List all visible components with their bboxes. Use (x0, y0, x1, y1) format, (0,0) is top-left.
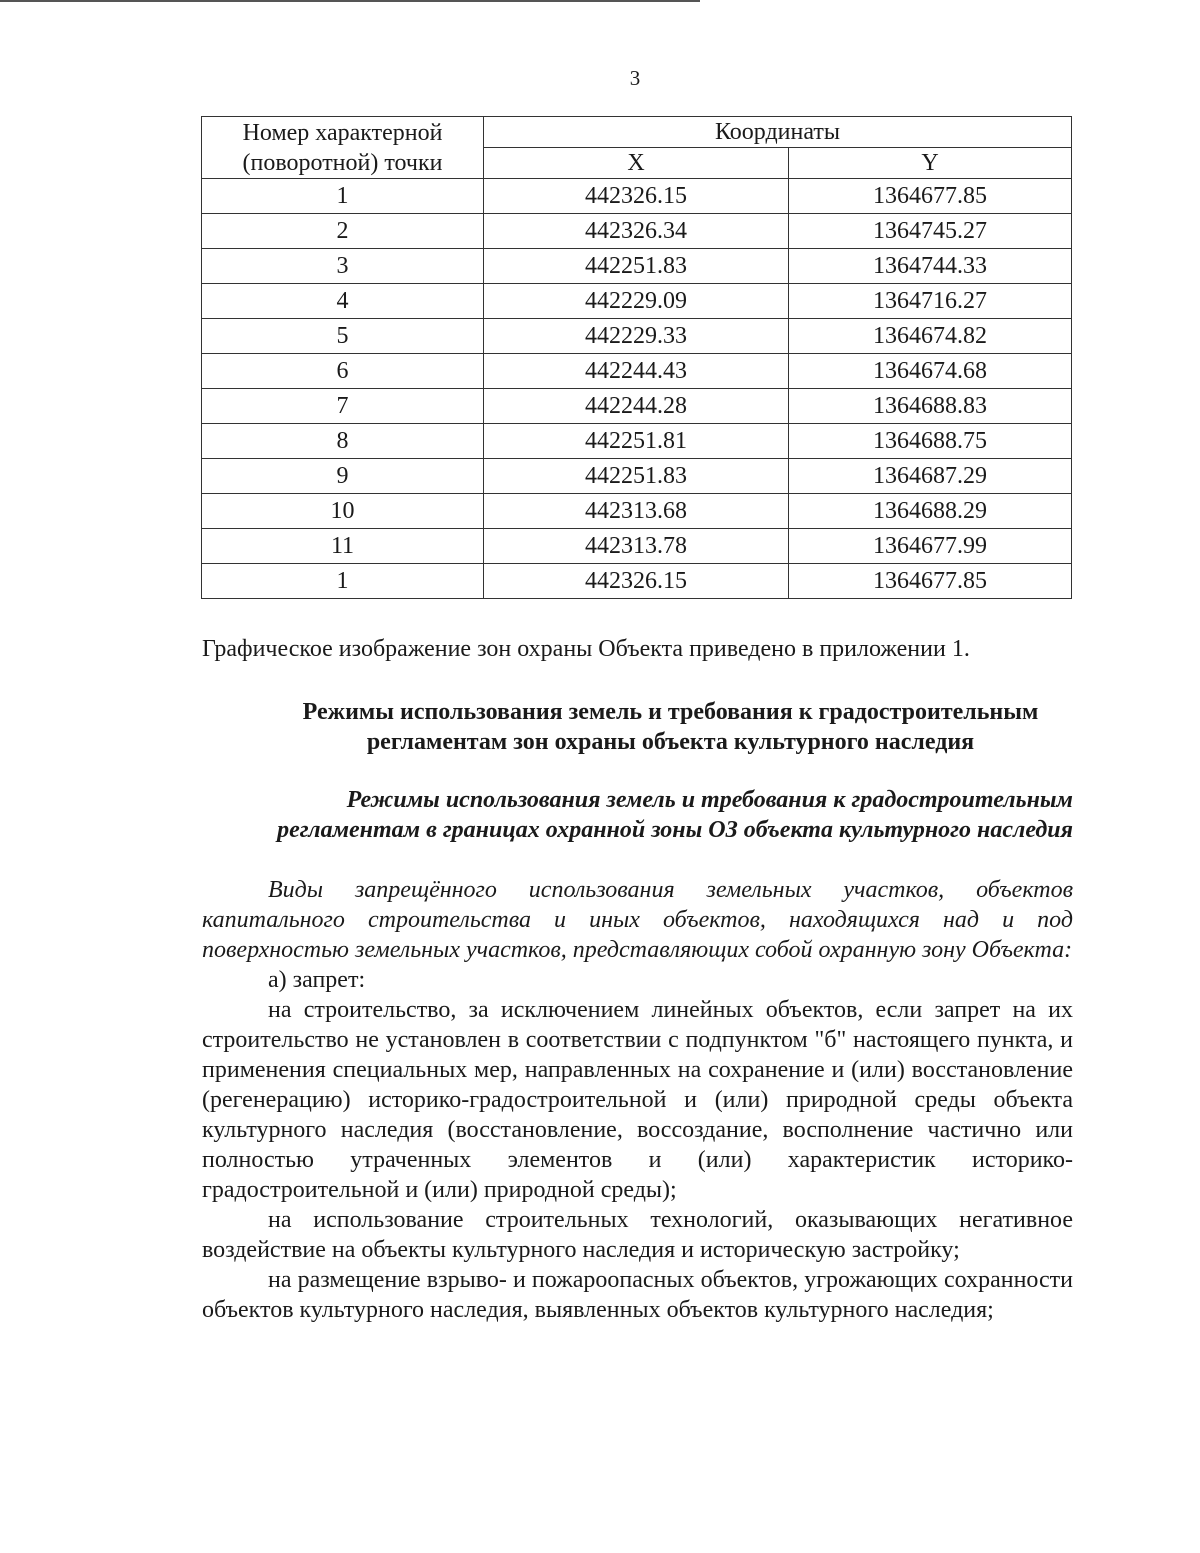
x-coordinate-cell: 442244.28 (484, 389, 789, 424)
table-row (202, 354, 1072, 389)
table-row (202, 459, 1072, 494)
ban-hazardous-objects-paragraph: на размещение взрыво- и пожароопасных объектов, угрожающих сохранности объектов культурного наследия, выявленных объектов культурного наследия; (202, 1267, 1073, 1323)
y-coordinate-cell: 1364677.99 (789, 529, 1072, 564)
table-row (202, 389, 1072, 424)
table-row (202, 494, 1072, 529)
point-number-cell: 11 (202, 529, 484, 564)
point-number-cell: 3 (202, 249, 484, 284)
section-heading: Режимы использования земель и требования к градостроительным регламентам зон охраны объекта культурного наследия (302, 699, 1039, 755)
x-coordinate-cell: 442251.83 (484, 249, 789, 284)
table-row (202, 179, 1072, 214)
y-coordinate-cell: 1364688.75 (789, 424, 1072, 459)
ban-construction-paragraph: на строительство, за исключением линейных объектов, если запрет на их строительство не установлен в соответствии с подпунктом "б" настоящего пункта, и применения специальных мер, направленных на сохранение и (или) восстановление (регенерацию) историко-градостроительной и (или) природной среды объекта культурного наследия (восстановление, воссоздание, восполнение частично или полностью утраченных элементов и (или) характеристик историко-градостроительной и (или) природной среды); (202, 997, 1073, 1203)
subsection-heading: Режимы использования земель и требования к градостроительным регламентам в границах охранной зоны ОЗ объекта культурного наследия (277, 787, 1073, 843)
x-header: X (484, 148, 789, 179)
x-coordinate-cell: 442229.33 (484, 319, 789, 354)
x-coordinate-cell: 442313.68 (484, 494, 789, 529)
y-header: Y (789, 148, 1072, 179)
x-coordinate-cell: 442251.81 (484, 424, 789, 459)
y-coordinate-cell: 1364688.29 (789, 494, 1072, 529)
point-number-header: Номер характерной (поворотной) точки (202, 117, 484, 179)
table-row (202, 214, 1072, 249)
table-row (202, 319, 1072, 354)
point-number-cell: 1 (202, 564, 484, 599)
coordinates-table-body (202, 179, 1072, 599)
point-number-cell: 5 (202, 319, 484, 354)
table-row (202, 424, 1072, 459)
x-coordinate-cell: 442326.15 (484, 564, 789, 599)
page-number: 3 (629, 66, 641, 90)
x-coordinate-cell: 442251.83 (484, 459, 789, 494)
coordinates-header: Координаты (484, 117, 1072, 148)
scan-edge-line (0, 0, 700, 2)
table-row (202, 284, 1072, 319)
x-coordinate-cell: 442326.15 (484, 179, 789, 214)
point-number-cell: 4 (202, 284, 484, 319)
intro-paragraph: Виды запрещённого использования земельных участков, объектов капитального строительства и иных объектов, находящихся над и под поверхностью земельных участков, представляющих собой охранную зону Объекта: (202, 877, 1073, 963)
y-coordinate-cell: 1364745.27 (789, 214, 1072, 249)
item-a-paragraph: а) запрет: (268, 967, 366, 993)
x-coordinate-cell: 442313.78 (484, 529, 789, 564)
table-row (202, 529, 1072, 564)
x-coordinate-cell: 442229.09 (484, 284, 789, 319)
point-number-cell: 1 (202, 179, 484, 214)
table-row (202, 249, 1072, 284)
y-coordinate-cell: 1364744.33 (789, 249, 1072, 284)
point-number-cell: 9 (202, 459, 484, 494)
point-number-cell: 10 (202, 494, 484, 529)
y-coordinate-cell: 1364687.29 (789, 459, 1072, 494)
y-coordinate-cell: 1364674.82 (789, 319, 1072, 354)
caption-text: Графическое изображение зон охраны Объекта приведено в приложении 1. (202, 636, 970, 662)
regulations-section (202, 875, 1073, 1325)
point-number-cell: 7 (202, 389, 484, 424)
y-coordinate-cell: 1364677.85 (789, 179, 1072, 214)
coordinates-table (201, 116, 1072, 599)
y-coordinate-cell: 1364716.27 (789, 284, 1072, 319)
table-row (202, 564, 1072, 599)
y-coordinate-cell: 1364688.83 (789, 389, 1072, 424)
y-coordinate-cell: 1364677.85 (789, 564, 1072, 599)
x-coordinate-cell: 442326.34 (484, 214, 789, 249)
point-number-cell: 2 (202, 214, 484, 249)
point-number-cell: 6 (202, 354, 484, 389)
ban-technologies-paragraph: на использование строительных технологий, оказывающих негативное воздействие на объекты культурного наследия и историческую застройку; (202, 1207, 1073, 1263)
y-coordinate-cell: 1364674.68 (789, 354, 1072, 389)
x-coordinate-cell: 442244.43 (484, 354, 789, 389)
point-number-cell: 8 (202, 424, 484, 459)
